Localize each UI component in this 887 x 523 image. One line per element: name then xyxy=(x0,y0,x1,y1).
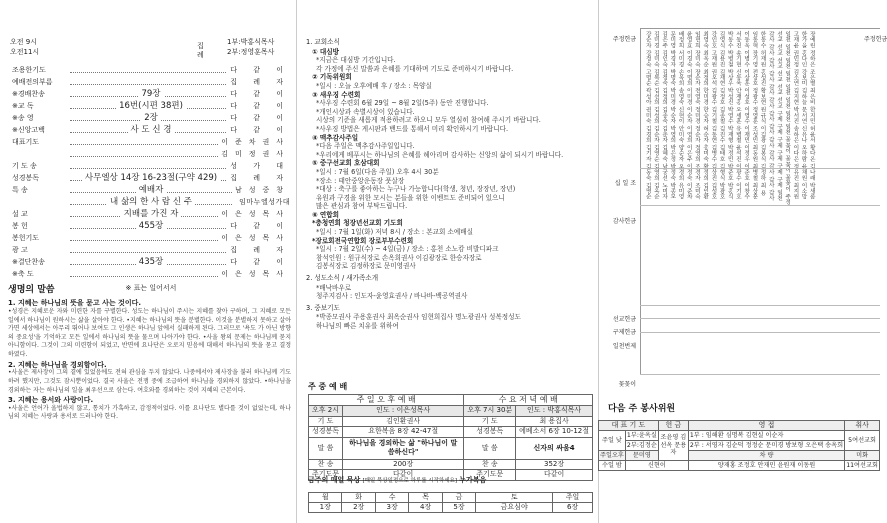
officiant-label: 집례 xyxy=(197,42,204,59)
order-item-detail-text: 455장 xyxy=(136,221,166,231)
order-item-leader: 이준차권사 xyxy=(218,138,290,147)
order-item-label: ※신앙고백 xyxy=(12,126,45,134)
offering-name-column: 김은주 김인숙 김정숙 김정희 김종숙 김춘자 김혜숙 남궁선 노미자 xyxy=(660,31,667,200)
schedule-cell-a: 200장 xyxy=(343,459,464,470)
duty-pray-1: 1부:윤옥실 xyxy=(626,431,657,439)
schedule-rows xyxy=(309,416,593,480)
offering-label: 감사헌금 xyxy=(612,218,636,225)
order-row xyxy=(12,258,290,270)
sunday-leader: 인도 : 이은성목사 xyxy=(343,406,464,417)
schedule-cell-b: 신자의 싸움4 xyxy=(516,437,593,459)
order-item-detail-text: 16번(시편 38편) xyxy=(116,101,186,111)
offering-name-column: 박동수 박병철 박상우 박성진 박영수 박재형 박정민 박준호 박홍식 xyxy=(726,31,733,200)
announcement-item: 김봉식장로 김정하장로 문미영권사 xyxy=(316,262,416,271)
order-item-detail-text: 79장 xyxy=(138,89,163,99)
order-item-leader: 다 같 이 xyxy=(227,114,290,123)
offering-label: 주정헌금 xyxy=(612,36,636,43)
schedule-cell-k: 말 씀 xyxy=(309,437,343,459)
order-item-leader: 집 례 자 xyxy=(227,174,290,183)
service-time-2: 오전11시 xyxy=(10,48,40,56)
order-item-label: ※축 도 xyxy=(12,270,34,278)
order-item-leader: 남성중창 xyxy=(232,186,290,195)
schedule-cell-k: 기 도 xyxy=(309,416,343,427)
reading-day: 목 xyxy=(409,493,442,503)
order-item-detail-text: 내 삶의 한 사 람 신 주 xyxy=(107,197,195,207)
announcement-item: *우리에게 베푸시는 하나님의 은혜를 헤아리며 감사하는 신앙의 삶이 되시기 바랍니다. xyxy=(316,150,564,159)
announcement-sub: *충청연회 청장년선교회 기도회 xyxy=(312,219,403,228)
offering-label: 선교헌금 xyxy=(612,316,636,323)
reading-day: 월 xyxy=(309,493,342,503)
sermon-point-2-head: 2. 지혜는 하나님을 경외함이다. xyxy=(8,360,107,369)
announcement-sub: *장로회전국연합회 장로부부수련회 xyxy=(312,236,414,245)
order-item-leader: 이은성목사 xyxy=(218,234,290,243)
duty-row-label-sunday: 주일 낮 xyxy=(599,431,626,451)
order-item-label: 설 교 xyxy=(12,210,28,218)
offering-name-column: 일천 일천 일천 일천 일천 일천 일천 일천 꽃꽂이 꽃꽂이 꽃꽂이 주정 xyxy=(783,31,790,205)
order-leader-dots xyxy=(70,240,232,241)
reading-days-row xyxy=(309,493,593,503)
schedule-cell-b: 에베소서 6장 10-12절 xyxy=(516,427,593,438)
order-leader-dots xyxy=(70,72,232,73)
order-item-detail-text: 사 도 신 경 xyxy=(128,125,175,135)
duty-cook-1: 5여선교회 xyxy=(845,431,880,451)
offering-divider-5 xyxy=(640,332,880,333)
order-leader-dots xyxy=(70,276,232,277)
announcement-item: *다음 주일은 맥추감사주일입니다. xyxy=(316,142,415,151)
order-item-label: 기 도 송 xyxy=(12,162,37,170)
wednesday-time: 오후 7시 30분 xyxy=(464,406,516,417)
order-item-label: 대표기도 xyxy=(12,138,40,146)
order-row xyxy=(12,270,290,282)
offering-name-column: 문미영 박경자 박명숙 박미경 박순자 박영희 박은정 박정숙 박종모 xyxy=(668,31,675,200)
order-leader-dots xyxy=(70,156,232,157)
reading-chapters-row xyxy=(309,503,593,513)
order-item-leader: 다 같 이 xyxy=(227,126,290,135)
offering-name-column: 감사 감사 감사 감사 감사 감사 감사 감사 감사 감사 감사 감사 감사 xyxy=(767,31,774,201)
announcement-item: *일시 : 오늘 오후예배 후 / 장소 : 목양실 xyxy=(316,81,432,90)
announcement-sub: ⑤ 중구선교회 호삼대회 xyxy=(312,159,380,168)
duty-header-greeting: 영 접 xyxy=(688,421,844,431)
sermon-point-3-body: •사울은 언어가 올법하지 않고, 통치가 가혹하고, 감정적이었다. 이를 요나단도 별다를 것이 없었는데, 하나님의 지혜는 사랑과 용서로 드러나야 한다. xyxy=(8,404,291,421)
order-item-label: 예배전의부름 xyxy=(12,78,53,86)
announcement-item: 참석인원 : 원규식장로 손옥희권사 이김광장로 한승자장로 xyxy=(316,253,482,262)
order-item-leader: 다 같 이 xyxy=(227,90,290,99)
order-of-worship xyxy=(12,66,290,293)
officiant-2: 2부:정영훈목사 xyxy=(227,48,275,56)
duty-header-cooking: 취사 xyxy=(845,421,880,431)
order-leader-dots xyxy=(70,168,232,169)
order-row xyxy=(12,222,290,234)
order-item-label: 봉 헌 xyxy=(12,222,28,230)
reading-chapter: 3장 xyxy=(375,503,408,513)
schedule-cell-b: 352장 xyxy=(516,459,593,470)
announcements xyxy=(306,38,594,331)
announcement-item: *사우징 방법은 게시판과 밴드를 통해서 미리 확인하시기 바랍니다. xyxy=(316,124,509,133)
sermon-title: 생명의 말씀 xyxy=(8,285,55,295)
offering-label: 구제헌금 xyxy=(612,329,636,336)
announcement-item: *일시 : 7월 2일(수) ~ 4일(금) / 장소 : 홍천 소노캄 비발디파크 xyxy=(316,245,499,254)
announcement-item: *대상 : 축구를 좋아하는 누구나 가능합니다(학생, 청년, 장장년, 장년) xyxy=(316,185,516,194)
duty-pray-3: 문미영 xyxy=(625,451,658,461)
schedule-cell-k2: 찬 송 xyxy=(464,459,516,470)
order-row xyxy=(12,66,290,78)
offering-name-column: 김영식 김용진 김재현 김정호 김종철 김진수 김태호 김형식 박광호 xyxy=(718,31,725,200)
offering-name-column: 강순자 강정숙 고명순 곽성아 권미숙 김경희 김기자 김동숙 김명순 xyxy=(644,31,651,200)
order-item-leader: 이은성목사 xyxy=(218,270,290,279)
service-times xyxy=(10,38,39,58)
announcement-sub: ② 기독위원회 xyxy=(312,73,352,82)
schedule-cell-a: 요한복음 8장 42-47절 xyxy=(343,427,464,438)
offering-divider-3 xyxy=(640,305,880,306)
daily-reading-table xyxy=(308,492,593,513)
order-item-detail-text: 사무엘상 14장 16-23절(구약 429) xyxy=(82,173,220,183)
duty-cook-2: 11여선교회 xyxy=(846,461,878,469)
order-row xyxy=(12,138,290,150)
announcement-item: *일시 : 7월 6일(다음 주일) 오후 4시 30분 xyxy=(316,167,439,176)
offering-divider-1 xyxy=(640,168,880,169)
duty-title: 다음 주 봉사위원 xyxy=(608,404,676,414)
order-item-leader: 다 같 이 xyxy=(227,66,290,75)
offering-name-column: 김미경 김미숙 김복순 김선희 김성희 김순자 김영순 김영희 김옥순 xyxy=(652,31,659,200)
announcement-sub: ④ 맥추감사주일 xyxy=(312,133,359,142)
reading-day: 수 xyxy=(375,493,408,503)
left-panel xyxy=(0,0,295,523)
offering-name-column: 강인호 고재원 권오석 김광수 김기철 김동현 김병수 김상진 김성호 xyxy=(709,31,716,200)
duty-car-label: 차 량 xyxy=(688,451,844,461)
reading-day: 주일 xyxy=(553,493,593,503)
reading-subtitle: [매일 묵상일정으로 하루를 시작하세요] xyxy=(362,478,457,484)
order-item-label: ※교 독 xyxy=(12,102,34,110)
duty-offering: 조윤영 김선옥 문용자 xyxy=(658,431,688,461)
offering-divider-6 xyxy=(640,374,880,375)
announcement-item: *일시 : 7월 1일(화) 저녁 8시 / 장소 : 본교회 소예배실 xyxy=(316,228,473,237)
announcement-sec: 2. 성도소식 / 새가족소개 xyxy=(306,274,379,283)
reading-day: 화 xyxy=(342,493,375,503)
right-panel: 주정헌금 십 일 조 감사헌금 선교헌금 구제헌금 일천번제 꽃꽂이 주정헌금 강순자 강정숙 고명순 곽성아 권미숙 김경희 김기자 김동숙 김명순 김미경 김미숙 김복순 김선희 김성희 김순자 김영순 김영희 김옥순 김은주 김인숙 김정숙 김정희 김종숙 김춘자 김혜숙 남궁선 노미자 문미영 박경자 박명숙 박미경 박순자 박영희 박은정 박정숙 박종모 배정희 서미경 손옥희 송영숙 신현이 안미숙 양순자 오경희 유미영 윤영효 이경숙 이명희 이미경 이순자 이영희 이은주 이정숙 이준차 임현희 장미숙 장순자 전영숙 정미경 정순자 정영희 조경자 조미숙 최영숙 최옥순 최정희 한미경 한승자 허순자 홍미숙 황정희 김인환 강인호 고재원 권오석 김광수 김기철 김동현 김병수 김상진 김성호 김영식 김용진 김재현 김정호 김종철 김진수 김태호 김형식 박광호 박동수 박병철 박상우 박성진 박영수 박재형 박정민 박준호 박홍식 서동진 송기현 신동욱 안재홍 오세훈 유병철 윤석진 이광수 이기호 이동욱 이병수 이상훈 이성호 이영수 이재민 이정우 이준호 이창수 임동혁 장기영 전상호 정광수 정영훈 조성민 최동원 최병철 최상훈 한동수 허재원 홍성진 황보현 원규식 이김광 김봉식 김정하 최 용 감사 감사 감사 감사 감사 감사 감사 감사 감사 감사 감사 감사 감사 선교 선교 선교 선교 선교 선교 구제 구제 구제 구제 구제 구제 일천 일천 일천 일천 일천 일천 일천 일천 일천 꽃꽂이 꽃꽂이 꽃꽂이 주정 고재윤 권민정 김소연 김지현 박서진 송하은 이다은 정유진 최지원 한가을 홍다인 강보미 김하늘 문서연 신유나 오하람 윤채원 이소망 장예린 정하은 조은별 최은비 한지민 허윤서 황다온 김나래 박새롬 다음 주 봉사위원 대 표 기 도 헌 금 영 접 취사 주일 낮 1부:윤옥실 조윤영 김선옥 문용자 1부 : 임해환 심명복 김현실 이순자 5여선교회 2부:김정순 2부 : 서영자 김순덕 정정순 문미경 방보형 오은택 송옥희 주일오후 문미영 차 량 미화 수일 밤 신현이 양재홍 조정호 안재민 윤원재 이동원 11여선교회 xyxy=(598,0,880,523)
offering-list xyxy=(640,28,880,375)
order-item-leader: 집 례 자 xyxy=(227,246,290,255)
offering-label: 꽃꽂이 xyxy=(618,381,636,388)
offering-label: 십 일 조 xyxy=(614,180,636,187)
service-time-1: 오전 9시 xyxy=(10,38,37,46)
order-item-label: 특 송 xyxy=(12,186,28,194)
reading-title: 금주의 매일 묵상 xyxy=(308,476,361,484)
schedule-cell-a: 김인환권사 xyxy=(343,416,464,427)
order-row xyxy=(12,150,290,162)
announcement-sec: 3. 중보기도 xyxy=(306,303,340,312)
duty-greet-1: 1부 : 임해환 심명복 김현실 이순자 xyxy=(688,431,844,441)
schedule-cell-k: 주기도문 xyxy=(309,470,343,481)
schedule-cell-b: 최 용집사 xyxy=(516,416,593,427)
announcement-sub: ⑥ 연합회 xyxy=(312,210,339,219)
announcement-item: *배낙바우로 xyxy=(316,283,352,292)
duty-row-label-afternoon: 주일오후 xyxy=(600,451,624,459)
announcement-item: 각 가정에 주신 말씀과 은혜를 기대하며 기도로 준비하시기 바랍니다. xyxy=(316,64,514,73)
order-leader-dots xyxy=(70,84,232,85)
offering-columns xyxy=(643,31,880,373)
offering-name-column: 배정희 서미경 손옥희 송영숙 신현이 안미숙 양순자 오경희 유미영 xyxy=(677,31,684,200)
officiant-1: 1부:박홍식목사 xyxy=(227,38,275,46)
duty-cook-label: 미화 xyxy=(845,451,880,461)
order-row xyxy=(12,234,290,246)
order-item-leader: 성 가 대 xyxy=(227,162,290,171)
schedule-cell-k2: 주기도문 xyxy=(464,470,516,481)
announcement-item: *개인시상과 속별시상이 있습니다. xyxy=(316,107,415,116)
duty-header-prayer: 대 표 기 도 xyxy=(599,421,659,431)
order-item-leader: 집 례 자 xyxy=(227,78,290,87)
sunday-afternoon-title: 주 일 오 후 예 배 xyxy=(309,395,464,406)
schedule-cell-a: 다같이 xyxy=(343,470,464,481)
offering-name-column: 임현희 장미숙 장순자 전영숙 정미경 정순자 정영희 조경자 조미숙 xyxy=(693,31,700,200)
offering-name-column: 선교 선교 선교 선교 선교 선교 구제 구제 구제 구제 구제 구제 일천 xyxy=(775,31,782,201)
wednesday-leader: 인도 : 박홍식목사 xyxy=(516,406,593,417)
announcement-item: 시상의 기준을 새롭게 적용하려고 하오니 모두 열심히 참여해 주시기 바랍니다. xyxy=(316,116,541,125)
announcement-item: *사우징 수련회 6월 29일 ~ 8월 2일(5주) 동안 진행합니다. xyxy=(316,99,489,108)
duty-greet-2: 2부 : 서영자 김순덕 정정순 문미경 방보형 오은택 송옥희 xyxy=(689,441,844,449)
schedule-row xyxy=(309,416,593,427)
order-item-leader: 다 같 이 xyxy=(227,102,290,111)
duty-header-offering: 헌 금 xyxy=(658,421,688,431)
offering-label: 일천번제 xyxy=(612,343,636,350)
announcement-sec: 1. 교회소식 xyxy=(306,38,340,46)
announcement-sub: ① 대심방 xyxy=(312,47,339,56)
announcement-item: *박종모권사 주용훈권사 최옥순권사 임현희집사 명노광권사 성복정성도 xyxy=(316,313,521,322)
offering-name-column: 한동수 허재원 홍성진 황보현 원규식 이김광 김봉식 김정하 최 용 xyxy=(759,31,766,196)
announcement-item: 많은 관심과 참여 부탁드립니다. xyxy=(316,202,408,211)
reading-day: 금 xyxy=(442,493,475,503)
offering-name-column: 윤영효 이경숙 이명희 이미경 이순자 이영희 이은주 이정숙 이준차 xyxy=(685,31,692,200)
weekday-worship-title: 주 중 예 배 xyxy=(308,382,348,391)
announcement-item: 유원과 구경을 위한 모시는 분들을 위한 이벤트도 준비되어 있으니 xyxy=(316,193,505,202)
wednesday-evening-title: 수 요 저 녁 예 배 xyxy=(464,395,593,406)
announcement-item: *지금은 대심방 기간입니다. xyxy=(316,56,396,65)
order-item-detail-text: 지배를 가진 자 xyxy=(121,209,182,219)
weekday-worship-table xyxy=(308,394,593,481)
duty-car: 양재홍 조정호 안재민 윤원재 이동원 xyxy=(688,461,844,471)
schedule-row xyxy=(309,427,593,438)
order-item-leader: 이은성목사 xyxy=(218,210,290,219)
schedule-cell-b: 다같이 xyxy=(516,470,593,481)
order-item-label: ※결단찬송 xyxy=(12,258,45,266)
order-leader-dots xyxy=(70,252,232,253)
reading-chapter: 5장 xyxy=(442,503,475,513)
offering-name-column: 이동욱 이병수 이상훈 이성호 이영수 이재민 이정우 이준호 이창수 xyxy=(742,31,749,200)
offering-name-column: 최영숙 최옥순 최정희 한미경 한승자 허순자 홍미숙 황정희 김인환 xyxy=(701,31,708,200)
duty-pray-4: 신현이 xyxy=(625,461,688,471)
announcement-item: 청주지검사 : 인도자-윤영효권사 / 바나바-백공역권사 xyxy=(316,292,468,301)
divider-left xyxy=(296,0,297,523)
order-item-label: ※송 영 xyxy=(12,114,34,122)
reading-day: 토 xyxy=(476,493,553,503)
order-item-label: 광 고 xyxy=(12,246,28,254)
order-item-detail-text: 435장 xyxy=(136,257,166,267)
schedule-cell-k: 성경봉독 xyxy=(309,427,343,438)
schedule-cell-k2: 기 도 xyxy=(464,416,516,427)
order-item-label: 성경봉독 xyxy=(12,174,40,182)
order-item-label: ※경배찬송 xyxy=(12,90,45,98)
order-item-leader: 다 같 이 xyxy=(227,258,290,267)
order-item-detail-text: 2장 xyxy=(141,113,161,123)
order-item-leader: 다 같 이 xyxy=(227,222,290,231)
daily-reading-title xyxy=(308,476,486,485)
announcement-item: 하나님의 빠른 치유를 위하여 xyxy=(316,322,399,330)
sermon-point-1-body: •성경은 지혜로운 자와 미련한 자를 구별한다. 성도는 하나님이 주시는 지혜를 찾아 구하며, 그 지혜로 모든 일에서 하나님이 원하시는 삶을 살아야 한다. •지혜는 하나님의 뜻을 분별한다. 이것을 분별하지 못하고 살아가면 세상에서는 아무리 뛰어나 보여도 그 인생은 하나님 앞에서 실패하게 된다. 그러므로 '욕도 가 아닌 방향의 중요성'을 기억하고 모든 일에서 하나님의 뜻을 물으며 나아가야 한다. •사울 왕의 문제는 하나님께 묻지 아니함이다. 그것이 그의 미련함이 되었고, 반면에 요나단은 오로지 믿음에 대해서 하나님의 뜻을 묻고 결정하였다. xyxy=(8,308,291,358)
offering-name-column: 장예린 정하은 조은별 최은비 한지민 허윤서 황다온 김나래 박새롬 xyxy=(808,31,815,200)
reading-chapter: 6장 xyxy=(553,503,593,513)
order-item-leader: 임마누엘성가대 xyxy=(236,198,290,207)
sermon-section xyxy=(8,285,291,422)
reading-chapter: 2장 xyxy=(342,503,375,513)
reading-chapter: 4장 xyxy=(409,503,442,513)
duty-table xyxy=(598,420,880,471)
schedule-row xyxy=(309,459,593,470)
reading-book: 누가복음 xyxy=(459,476,487,484)
duty-pray-2: 2부:김정순 xyxy=(626,441,657,449)
order-item-label: 봉헌기도 xyxy=(12,234,40,242)
order-item-detail-text: 예배자 xyxy=(136,185,167,195)
announcement-sub: ③ 새우징 수련회 xyxy=(312,90,361,99)
offering-name-column: 한가을 홍다인 강보미 김하늘 문서연 신유나 오하람 윤채원 이소망 xyxy=(800,31,807,200)
schedule-row xyxy=(309,437,593,459)
schedule-cell-k: 찬 송 xyxy=(309,459,343,470)
duty-row-label-wednesday: 수일 밤 xyxy=(599,461,626,471)
schedule-cell-k2: 성경봉독 xyxy=(464,427,516,438)
reading-chapter: 금요심야 xyxy=(476,503,553,513)
sermon-point-3-head: 3. 지혜는 용서와 사랑이다. xyxy=(8,396,94,405)
order-item-label: 조용한기도 xyxy=(12,66,46,74)
order-leader-dots xyxy=(70,144,232,145)
order-note: ※ 표는 일어서서 xyxy=(125,284,177,292)
sermon-point-2-body: •사울은 제사장이 그의 곁에 있었음에도 전혀 관심을 두지 않았다. 나중에서야 제사장을 불러 하나님께 기도하려 했지만, 그것도 잠시뿐이었다. 결국 사울은 전쟁 중에 조급하여 하나님을 경외하지 않았다. •하나님을 경외하는 자는 하나님의 일을 최우선으로 삼는다. 여호와를 경외하는 것이 지혜의 근본이다. xyxy=(8,369,291,394)
offering-name-column: 고재윤 권민정 김소연 김지현 박서진 송하은 이다은 정유진 최지원 xyxy=(791,31,798,200)
middle-panel xyxy=(298,0,598,523)
offering-divider-4 xyxy=(640,318,880,319)
order-row xyxy=(12,126,290,138)
schedule-cell-k2: 말 씀 xyxy=(464,437,516,459)
offering-name-column: 서동진 송기현 신동욱 안재홍 오세훈 유병철 윤석진 이광수 이기호 xyxy=(734,31,741,200)
sermon-point-1-head: 1. 지혜는 하나님의 뜻을 묻고 사는 것이다. xyxy=(8,299,142,308)
schedule-cell-a: 하나님을 경외하는 삶 "하나님이 말씀하신다" xyxy=(343,437,464,459)
offering-name-column: 임동혁 장기영 전상호 정광수 정영훈 조성민 최동원 최병철 최상훈 xyxy=(750,31,757,200)
order-item-leader: 김미정권사 xyxy=(218,150,290,159)
reading-chapter: 1장 xyxy=(309,503,342,513)
announcement-item: *장소 : 태안중앙운동장 풋살장 xyxy=(316,176,405,185)
offering-divider-2 xyxy=(640,205,880,206)
sunday-time: 오후 2시 xyxy=(309,406,343,417)
